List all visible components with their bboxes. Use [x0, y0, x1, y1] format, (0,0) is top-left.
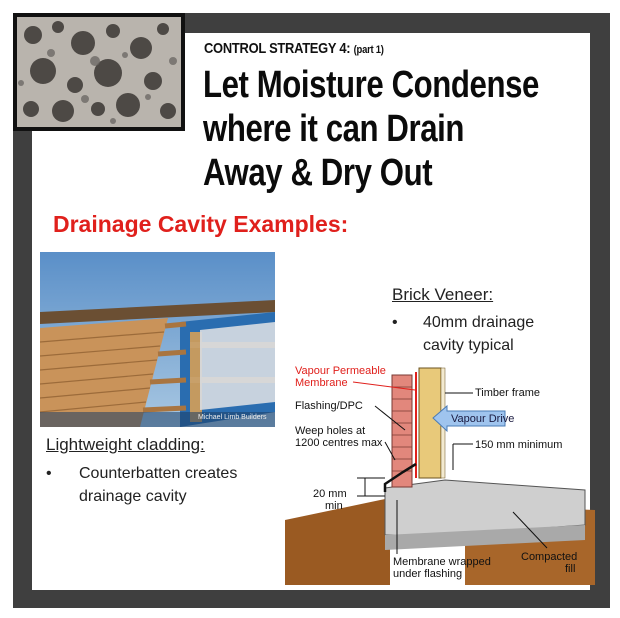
brick-wall — [392, 375, 412, 487]
strategy-label — [204, 40, 384, 57]
bullet-text: Counterbatten creates drainage cavity — [79, 465, 238, 505]
membrane-wrapped-label-1: Membrane wrapped — [393, 556, 491, 568]
flashing-label: Flashing/DPC — [295, 400, 363, 412]
compacted-label-2: fill — [565, 563, 576, 575]
gap-label-1: 20 mm — [313, 488, 347, 500]
brick-veneer-caption: Brick Veneer: — [392, 285, 494, 304]
compacted-label-1: Compacted — [521, 551, 578, 563]
bullet-dot: • — [392, 314, 398, 331]
brick-veneer-diagram — [285, 360, 595, 585]
membrane-wrapped-label-2: under flashing — [393, 568, 463, 580]
weep-holes-label-2: 1200 centres max — [295, 437, 383, 449]
bullet-text: 40mm drainage cavity typical — [423, 314, 535, 354]
photo-credit: Michael Limb Builders — [198, 414, 267, 421]
cladding-photo — [40, 252, 275, 427]
mold-photo — [13, 13, 185, 131]
vapour-permeable-label-1: Vapour Permeable — [295, 365, 386, 377]
gap-label-2: min — [325, 500, 343, 512]
bullet-dot: • — [46, 465, 52, 482]
vapour-permeable-label-2: Membrane — [295, 377, 348, 389]
weep-holes-label-1: Weep holes at — [295, 425, 366, 437]
title-line: Let Moisture Condense — [203, 64, 539, 106]
drainage-subheading: Drainage Cavity Examples: — [53, 211, 349, 237]
timber-frame-label: Timber frame — [475, 387, 540, 399]
vapour-drive-label: Vapour Drive — [451, 413, 515, 425]
part-text: (part 1) — [353, 44, 384, 56]
minimum-label: 150 mm minimum — [475, 439, 563, 451]
strategy-text: CONTROL STRATEGY 4: — [204, 40, 351, 57]
title-line: where it can Drain — [203, 108, 465, 150]
title-line: Away & Dry Out — [203, 152, 433, 194]
lightweight-cladding-caption: Lightweight cladding: — [46, 435, 205, 454]
slide-title — [203, 63, 539, 195]
